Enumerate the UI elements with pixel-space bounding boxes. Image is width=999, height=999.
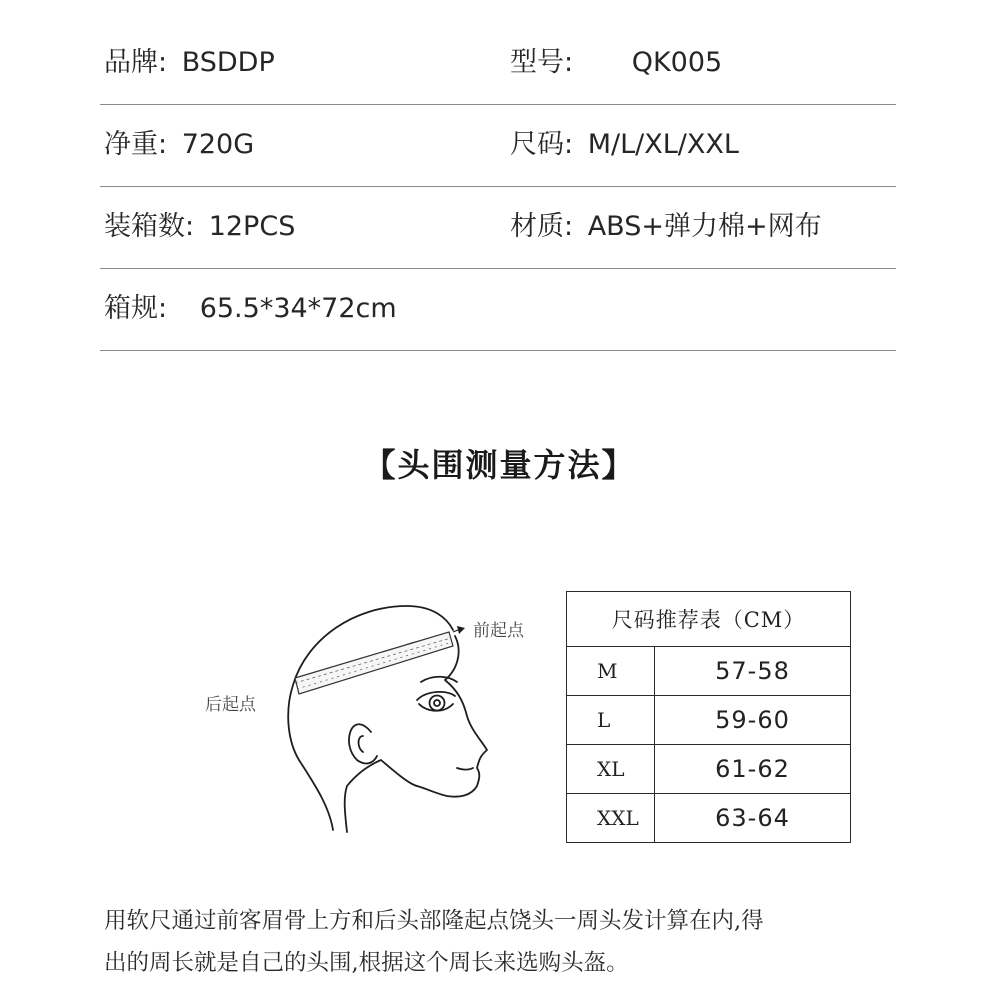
spec-row-3 xyxy=(100,186,896,269)
carton-qty-value: 12PCS xyxy=(208,211,296,242)
table-row xyxy=(567,794,851,843)
weight-value: 720G xyxy=(181,129,255,160)
section-title: 【头围测量方法】 xyxy=(363,446,636,484)
instruction-line-2: 出的周长就是自己的头围,根据这个周长来选购头盔。 xyxy=(104,950,629,976)
head-profile-drawing xyxy=(195,590,555,840)
table-row xyxy=(567,647,851,696)
spec-row-2 xyxy=(100,104,896,187)
instruction-line-1: 用软尺通过前客眉骨上方和后头部隆起点饶头一周头发计算在内,得 xyxy=(104,908,764,934)
table-header-row xyxy=(567,592,851,647)
range-cell: 59-60 xyxy=(655,696,851,745)
front-point-label: 前起点 xyxy=(473,621,524,641)
model-value: QK005 xyxy=(631,47,723,78)
size-cell: L xyxy=(567,696,655,745)
head-measurement-illustration xyxy=(195,590,555,840)
size-cell: M xyxy=(567,647,655,696)
size-value: M/L/XL/XXL xyxy=(587,129,739,160)
size-cell: XXL xyxy=(567,794,655,843)
weight-label: 净重: xyxy=(104,129,168,160)
carton-qty-spec xyxy=(104,186,295,268)
size-recommendation-table xyxy=(566,591,851,843)
material-spec xyxy=(510,186,822,268)
brand-spec xyxy=(104,22,275,104)
carton-dims-label: 箱规: xyxy=(104,293,168,324)
size-label: 尺码: xyxy=(510,129,574,160)
model-label: 型号: xyxy=(510,47,574,78)
table-row xyxy=(567,745,851,794)
measurement-instructions xyxy=(104,900,904,984)
range-cell: 63-64 xyxy=(655,794,851,843)
material-value: ABS+弹力棉+网布 xyxy=(587,211,822,242)
size-table-title: 尺码推荐表（CM） xyxy=(567,592,851,647)
table-row xyxy=(567,696,851,745)
brand-label: 品牌: xyxy=(104,47,168,78)
size-spec xyxy=(510,104,739,186)
brand-value: BSDDP xyxy=(181,47,275,78)
model-spec xyxy=(510,22,722,104)
spec-row-4 xyxy=(100,268,896,351)
range-cell: 61-62 xyxy=(655,745,851,794)
weight-spec xyxy=(104,104,254,186)
carton-dims-spec xyxy=(104,268,397,350)
back-point-label: 后起点 xyxy=(205,695,256,715)
carton-dims-value: 65.5*34*72cm xyxy=(199,293,397,324)
range-cell: 57-58 xyxy=(655,647,851,696)
size-cell: XL xyxy=(567,745,655,794)
carton-qty-label: 装箱数: xyxy=(104,211,195,242)
material-label: 材质: xyxy=(510,211,574,242)
spec-row-1 xyxy=(100,22,896,105)
